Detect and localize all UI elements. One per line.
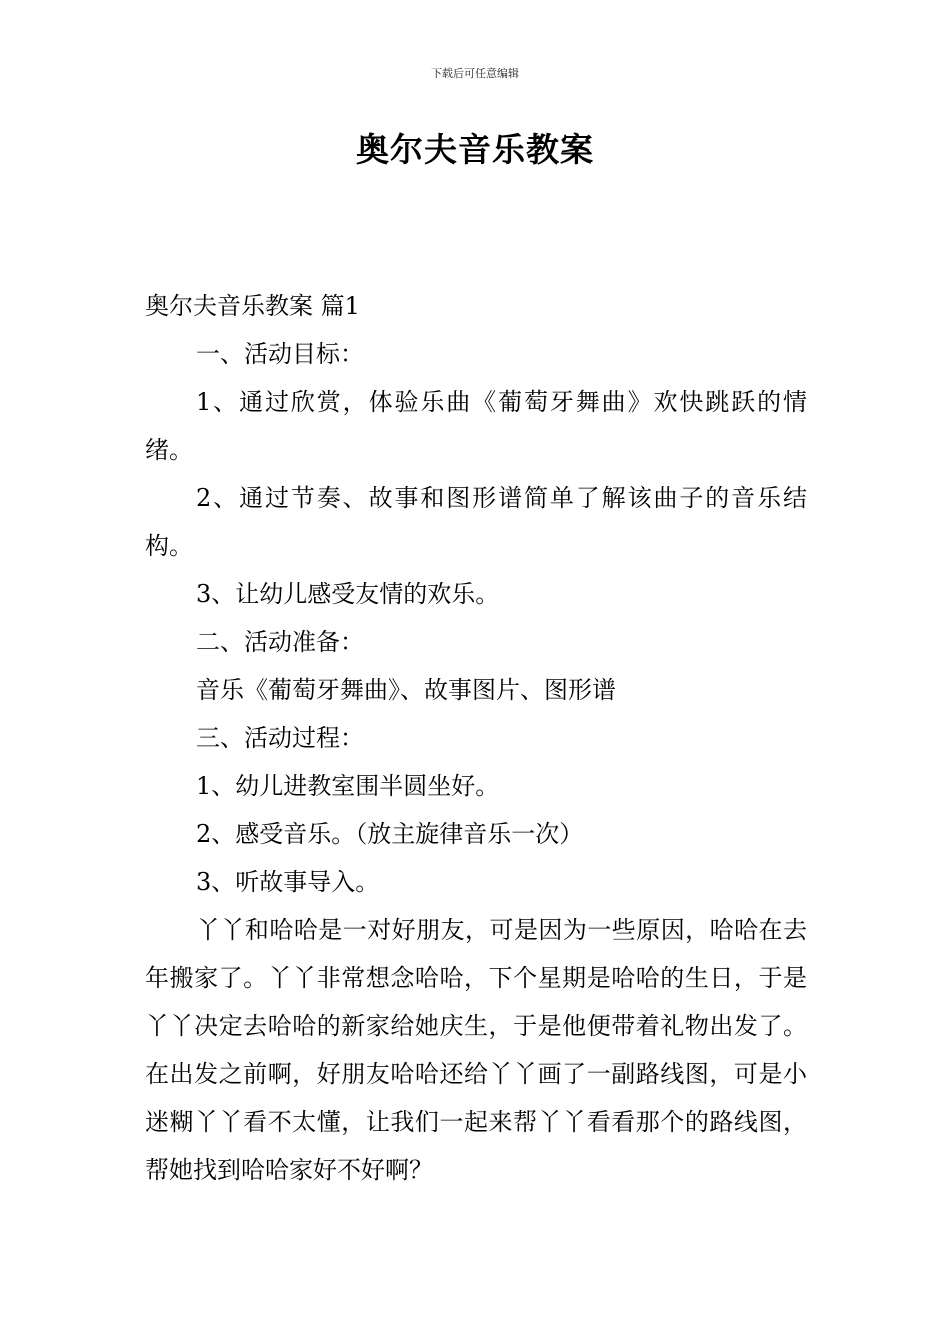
document-title: 奥尔夫音乐教案: [356, 130, 594, 169]
document-body: [145, 282, 807, 1194]
paragraph-objective-2: 2、通过节奏、故事和图形谱简单了解该曲子的音乐结构。: [145, 484, 807, 560]
header-note: 下载后可任意编辑: [431, 67, 519, 80]
paragraph-process-2: 2、感受音乐。（放主旋律音乐一次）: [196, 820, 584, 848]
paragraph-process-3: 3、听故事导入。: [196, 868, 380, 896]
paragraph-preparation-content: 音乐《葡萄牙舞曲》、故事图片、图形谱: [196, 676, 616, 704]
section-title: 奥尔夫音乐教案 篇1: [145, 292, 360, 320]
paragraph-objectives-heading: 一、活动目标：: [196, 340, 364, 368]
paragraph-preparation-heading: 二、活动准备：: [196, 628, 364, 656]
paragraph-objective-1: 1、通过欣赏，体验乐曲《葡萄牙舞曲》欢快跳跃的情绪。: [145, 388, 807, 464]
paragraph-objective-3: 3、让幼儿感受友情的欢乐。: [196, 580, 500, 608]
paragraph-process-heading: 三、活动过程：: [196, 724, 364, 752]
paragraph-story: 丫丫和哈哈是一对好朋友，可是因为一些原因，哈哈在去年搬家了。丫丫非常想念哈哈，下个星期是哈哈的生日，于是丫丫决定去哈哈的新家给她庆生，于是他便带着礼物出发了。在出发之前啊，好朋友哈哈还给丫丫画了一副路线图，可是小迷糊丫丫看不太懂，让我们一起来帮丫丫看看那个的路线图，帮她找到哈哈家好不好啊？: [145, 916, 807, 1184]
paragraph-process-1: 1、幼儿进教室围半圆坐好。: [196, 772, 500, 800]
